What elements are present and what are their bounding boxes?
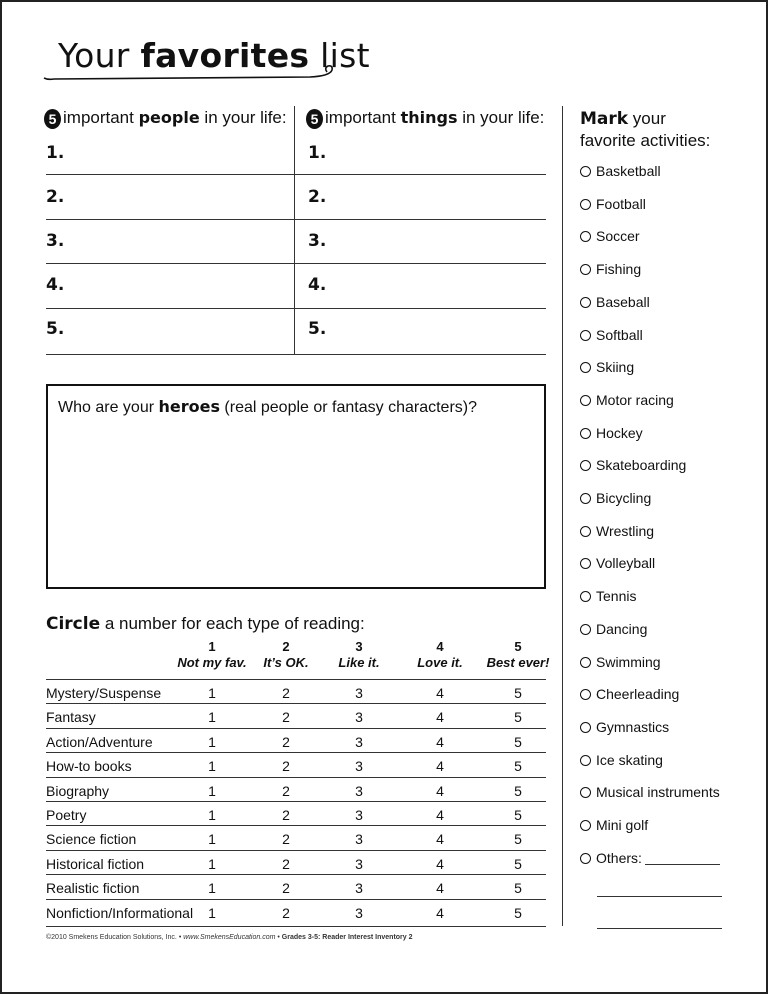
radio-circle-icon[interactable] xyxy=(580,460,591,471)
activity-label: Bicycling xyxy=(596,490,652,506)
footer: ©2010 Smekens Education Solutions, Inc. • www.SmekensEducation.com • Grades 3-5: Reader Interest Inventory 2 xyxy=(46,934,413,941)
rating-option-2[interactable]: 2 xyxy=(282,807,290,823)
rating-option-4[interactable]: 4 xyxy=(436,733,444,750)
activity-option[interactable] xyxy=(580,654,661,670)
people-item-4: 4. xyxy=(46,275,65,295)
rating-option-5[interactable]: 5 xyxy=(514,807,522,823)
scale-header-4: 4 Love it. xyxy=(417,639,463,670)
radio-circle-icon[interactable] xyxy=(580,722,591,733)
activity-option[interactable] xyxy=(580,490,651,506)
column-divider xyxy=(562,106,563,926)
activity-label: Volleyball xyxy=(596,555,656,572)
rating-option-4[interactable]: 4 xyxy=(436,758,444,775)
rating-option-3[interactable]: 3 xyxy=(355,758,363,775)
rating-option-2[interactable]: 2 xyxy=(282,831,290,848)
rating-option-1[interactable]: 1 xyxy=(208,685,216,701)
rating-option-1[interactable]: 1 xyxy=(208,880,216,897)
rating-option-2[interactable]: 2 xyxy=(282,880,290,897)
radio-circle-icon[interactable] xyxy=(580,297,591,308)
rating-option-2[interactable]: 2 xyxy=(282,904,290,921)
rating-option-3[interactable]: 3 xyxy=(355,685,363,701)
scale-header-2: 2 It’s OK. xyxy=(263,639,309,670)
activity-option[interactable] xyxy=(580,425,643,441)
activity-label: Gymnastics xyxy=(596,718,670,735)
reading-row-label: Historical fiction xyxy=(46,855,145,872)
rating-option-4[interactable]: 4 xyxy=(436,782,444,799)
people-item-1: 1. xyxy=(46,143,65,163)
scale-header-1: 1 Not my fav. xyxy=(177,639,247,670)
radio-circle-icon[interactable] xyxy=(580,689,591,700)
rating-option-3[interactable]: 3 xyxy=(355,709,363,726)
others-blank-line[interactable] xyxy=(645,864,720,865)
activity-label: Musical instruments xyxy=(596,784,720,801)
reading-row-label: Nonfiction/Informational xyxy=(46,904,194,921)
radio-circle-icon[interactable] xyxy=(580,166,591,177)
rating-option-1[interactable]: 1 xyxy=(208,709,216,726)
activity-option[interactable] xyxy=(580,850,642,866)
activity-label: Tennis xyxy=(596,588,637,605)
rating-option-1[interactable]: 1 xyxy=(208,733,216,750)
people-item-5: 5. xyxy=(46,319,65,339)
list-line xyxy=(46,219,546,220)
activity-option[interactable] xyxy=(580,228,640,244)
radio-circle-icon[interactable] xyxy=(580,493,591,504)
rating-option-5[interactable]: 5 xyxy=(514,782,522,799)
things-item-3: 3. xyxy=(308,231,327,251)
radio-circle-icon[interactable] xyxy=(580,755,591,766)
table-row-line xyxy=(46,703,546,704)
number-badge: 5 xyxy=(44,109,61,129)
rating-option-2[interactable]: 2 xyxy=(282,758,290,775)
rating-option-5[interactable]: 5 xyxy=(514,709,522,726)
activity-label: Football xyxy=(596,195,646,212)
rating-option-3[interactable]: 3 xyxy=(355,831,363,848)
activity-option[interactable] xyxy=(580,752,663,768)
activity-label: Softball xyxy=(596,326,643,343)
rating-option-2[interactable]: 2 xyxy=(282,685,290,701)
reading-row-label: Poetry xyxy=(46,807,87,823)
radio-circle-icon[interactable] xyxy=(580,199,591,210)
table-row-line xyxy=(46,777,546,778)
footer-line xyxy=(46,926,546,927)
rating-option-2[interactable]: 2 xyxy=(282,733,290,750)
activity-label: Ice skating xyxy=(596,751,663,768)
activity-option[interactable] xyxy=(580,817,648,833)
activity-label: Skateboarding xyxy=(596,457,687,474)
things-item-2: 2. xyxy=(308,187,327,207)
reading-row-label: How-to books xyxy=(46,758,132,775)
radio-circle-icon[interactable] xyxy=(580,853,591,864)
rating-option-5[interactable]: 5 xyxy=(514,880,522,897)
title-underline-swoosh xyxy=(40,60,340,84)
rating-option-3[interactable]: 3 xyxy=(355,855,363,872)
activity-label: Fishing xyxy=(596,261,642,278)
things-item-5: 5. xyxy=(308,319,327,339)
table-row-line xyxy=(46,728,546,729)
reading-row-label: Fantasy xyxy=(46,709,96,726)
rating-option-5[interactable]: 5 xyxy=(514,685,522,701)
people-heading: 5 important people in your life: xyxy=(44,108,287,129)
activity-label: Swimming xyxy=(596,653,661,670)
activity-label: Hockey xyxy=(596,424,643,441)
rating-option-5[interactable]: 5 xyxy=(514,831,522,848)
activity-option[interactable] xyxy=(580,686,679,702)
scale-header-5: 5 Best ever! xyxy=(486,639,550,670)
list-line xyxy=(46,263,546,264)
radio-circle-icon[interactable] xyxy=(580,395,591,406)
activity-option[interactable] xyxy=(580,196,646,212)
reading-heading: Circle a number for each type of reading: xyxy=(46,614,365,634)
activity-option[interactable] xyxy=(580,294,650,310)
rating-option-4[interactable]: 4 xyxy=(436,807,444,823)
radio-circle-icon[interactable] xyxy=(580,657,591,668)
radio-circle-icon[interactable] xyxy=(580,330,591,341)
activity-label: Soccer xyxy=(596,228,640,245)
reading-row-label: Science fiction xyxy=(46,831,137,848)
table-row-line xyxy=(46,874,546,875)
activity-label: Wrestling xyxy=(596,522,655,539)
heroes-question: Who are your heroes (real people or fantasy characters)? xyxy=(58,397,477,416)
activity-option[interactable] xyxy=(580,392,674,408)
reading-row-label: Action/Adventure xyxy=(46,733,153,750)
activity-option[interactable] xyxy=(580,621,647,637)
radio-circle-icon[interactable] xyxy=(580,820,591,831)
rating-option-5[interactable]: 5 xyxy=(514,904,522,921)
table-row-line xyxy=(46,825,546,826)
rating-option-2[interactable]: 2 xyxy=(282,855,290,872)
rating-option-1[interactable]: 1 xyxy=(208,831,216,848)
activity-option[interactable] xyxy=(580,719,669,735)
reading-row-label: Realistic fiction xyxy=(46,880,140,897)
activity-option[interactable] xyxy=(580,523,654,539)
things-heading: 5 important things in your life: xyxy=(306,108,544,129)
activity-label: Cheerleading xyxy=(596,686,680,703)
activity-label: Others: xyxy=(596,849,642,866)
activity-option[interactable] xyxy=(580,163,661,179)
activity-label: Baseball xyxy=(596,293,650,310)
rating-option-2[interactable]: 2 xyxy=(282,709,290,726)
rating-option-2[interactable]: 2 xyxy=(282,782,290,799)
rating-option-3[interactable]: 3 xyxy=(355,782,363,799)
activity-option[interactable] xyxy=(580,327,643,343)
rating-option-5[interactable]: 5 xyxy=(514,733,522,750)
activity-option[interactable] xyxy=(580,261,641,277)
activity-label: Motor racing xyxy=(596,391,674,408)
table-row-line xyxy=(46,679,546,680)
activity-label: Skiing xyxy=(596,359,635,376)
rating-option-4[interactable]: 4 xyxy=(436,880,444,897)
table-row-line xyxy=(46,801,546,802)
radio-circle-icon[interactable] xyxy=(580,526,591,537)
activity-option[interactable] xyxy=(580,588,636,604)
number-badge: 5 xyxy=(306,109,323,129)
rating-option-1[interactable]: 1 xyxy=(208,855,216,872)
rating-option-3[interactable]: 3 xyxy=(355,807,363,823)
radio-circle-icon[interactable] xyxy=(580,558,591,569)
reading-row-label: Biography xyxy=(46,782,110,799)
others-blank-line[interactable] xyxy=(597,896,722,897)
table-row-line xyxy=(46,899,546,900)
rating-option-5[interactable]: 5 xyxy=(514,758,522,775)
radio-circle-icon[interactable] xyxy=(580,231,591,242)
radio-circle-icon[interactable] xyxy=(580,428,591,439)
people-things-divider xyxy=(294,106,295,354)
radio-circle-icon[interactable] xyxy=(580,624,591,635)
list-line xyxy=(46,308,546,309)
rating-option-1[interactable]: 1 xyxy=(208,782,216,799)
list-line xyxy=(46,174,546,175)
people-item-3: 3. xyxy=(46,231,65,251)
things-item-1: 1. xyxy=(308,143,327,163)
radio-circle-icon[interactable] xyxy=(580,787,591,798)
activity-option[interactable] xyxy=(580,457,686,473)
table-row-line xyxy=(46,850,546,851)
rating-option-1[interactable]: 1 xyxy=(208,758,216,775)
reading-row-label: Mystery/Suspense xyxy=(46,685,162,701)
activities-heading: Mark your favorite activities: xyxy=(580,109,711,150)
activity-label: Dancing xyxy=(596,620,648,637)
things-item-4: 4. xyxy=(308,275,327,295)
rating-option-4[interactable]: 4 xyxy=(436,904,444,921)
rating-option-4[interactable]: 4 xyxy=(436,855,444,872)
radio-circle-icon[interactable] xyxy=(580,362,591,373)
page-title: Your favorites list xyxy=(58,36,370,75)
rating-option-3[interactable]: 3 xyxy=(355,880,363,897)
table-row-line xyxy=(46,752,546,753)
people-item-2: 2. xyxy=(46,187,65,207)
scale-header-3: 3 Like it. xyxy=(338,639,380,670)
others-blank-line[interactable] xyxy=(597,928,722,929)
rating-option-3[interactable]: 3 xyxy=(355,904,363,921)
activity-option[interactable] xyxy=(580,555,655,571)
rating-option-4[interactable]: 4 xyxy=(436,831,444,848)
rating-option-1[interactable]: 1 xyxy=(208,807,216,823)
rating-option-4[interactable]: 4 xyxy=(436,685,444,701)
activity-option[interactable] xyxy=(580,359,634,375)
radio-circle-icon[interactable] xyxy=(580,591,591,602)
rating-option-3[interactable]: 3 xyxy=(355,733,363,750)
rating-option-4[interactable]: 4 xyxy=(436,709,444,726)
list-line xyxy=(46,354,546,355)
activity-label: Mini golf xyxy=(596,817,649,833)
rating-option-5[interactable]: 5 xyxy=(514,855,522,872)
radio-circle-icon[interactable] xyxy=(580,264,591,275)
activity-label: Basketball xyxy=(596,163,661,179)
rating-option-1[interactable]: 1 xyxy=(208,904,216,921)
activity-option[interactable] xyxy=(580,784,720,800)
